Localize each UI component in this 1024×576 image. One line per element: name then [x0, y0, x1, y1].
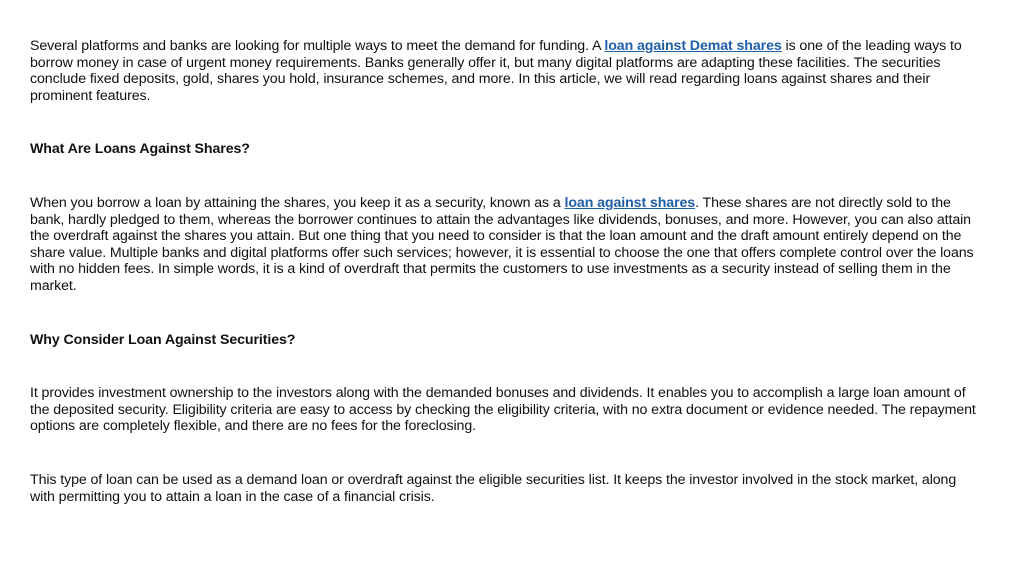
- body1-text-after: . These shares are not directly sold to the bank, hardly pledged to them, whereas the borrower continues to attain the advantages like dividends, bonuses, and more. However, you can also attain the overdraft against the shares you attain. But one thing that you need to consider is that the loan amount and the draft amount entirely depend on the share value. Multiple banks and digital platforms offer such services; however, it is essential to choose the one that offers complete control over the loans with no hidden fees. In simple words, it is a kind of overdraft that permits the customers to use investments as a security instead of selling them in the market.: [30, 194, 974, 294]
- intro-text-before: Several platforms and banks are looking for multiple ways to meet the demand for funding. A: [30, 38, 605, 54]
- heading-why-consider: Why Consider Loan Against Securities?: [30, 331, 296, 348]
- spacer: [30, 295, 980, 332]
- spacer: [30, 158, 980, 195]
- spacer: [30, 348, 980, 385]
- heading-what-are-loans: What Are Loans Against Shares?: [30, 141, 250, 158]
- body-paragraph-2: It provides investment ownership to the investors along with the demanded bonuses and dividends. It enables you to accomplish a large loan amount of the deposited security. Eligibility criteria are easy to access by checking the eligibility criteria, with no extra document or evidence needed. The repayment options are completely flexible, and there are no fees for the foreclosing.: [30, 385, 976, 435]
- loan-against-demat-shares-link[interactable]: loan against Demat shares: [604, 38, 782, 54]
- body-paragraph-1: [30, 195, 980, 295]
- body-paragraph-3: This type of loan can be used as a demand loan or overdraft against the eligible securities list. It keeps the investor involved in the stock market, along with permitting you to attain a loan in the case of a financial crisis.: [30, 471, 957, 505]
- loan-against-shares-link[interactable]: loan against shares: [564, 194, 696, 211]
- spacer: [30, 104, 980, 141]
- intro-text-after: is one of the leading ways to borrow money in case of urgent money requirements. Banks generally offer it, but many digital platforms are adapting these facilities. The securities conclude fixed deposits, gold, shares you hold, insurance schemes, and more. In this article, we will read regarding loans against shares and their prominent features.: [30, 38, 962, 104]
- intro-paragraph: [30, 38, 980, 104]
- document-body: [30, 38, 980, 505]
- body1-text-before: When you borrow a loan by attaining the shares, you keep it as a security, known as a: [30, 194, 565, 211]
- spacer: [30, 435, 980, 472]
